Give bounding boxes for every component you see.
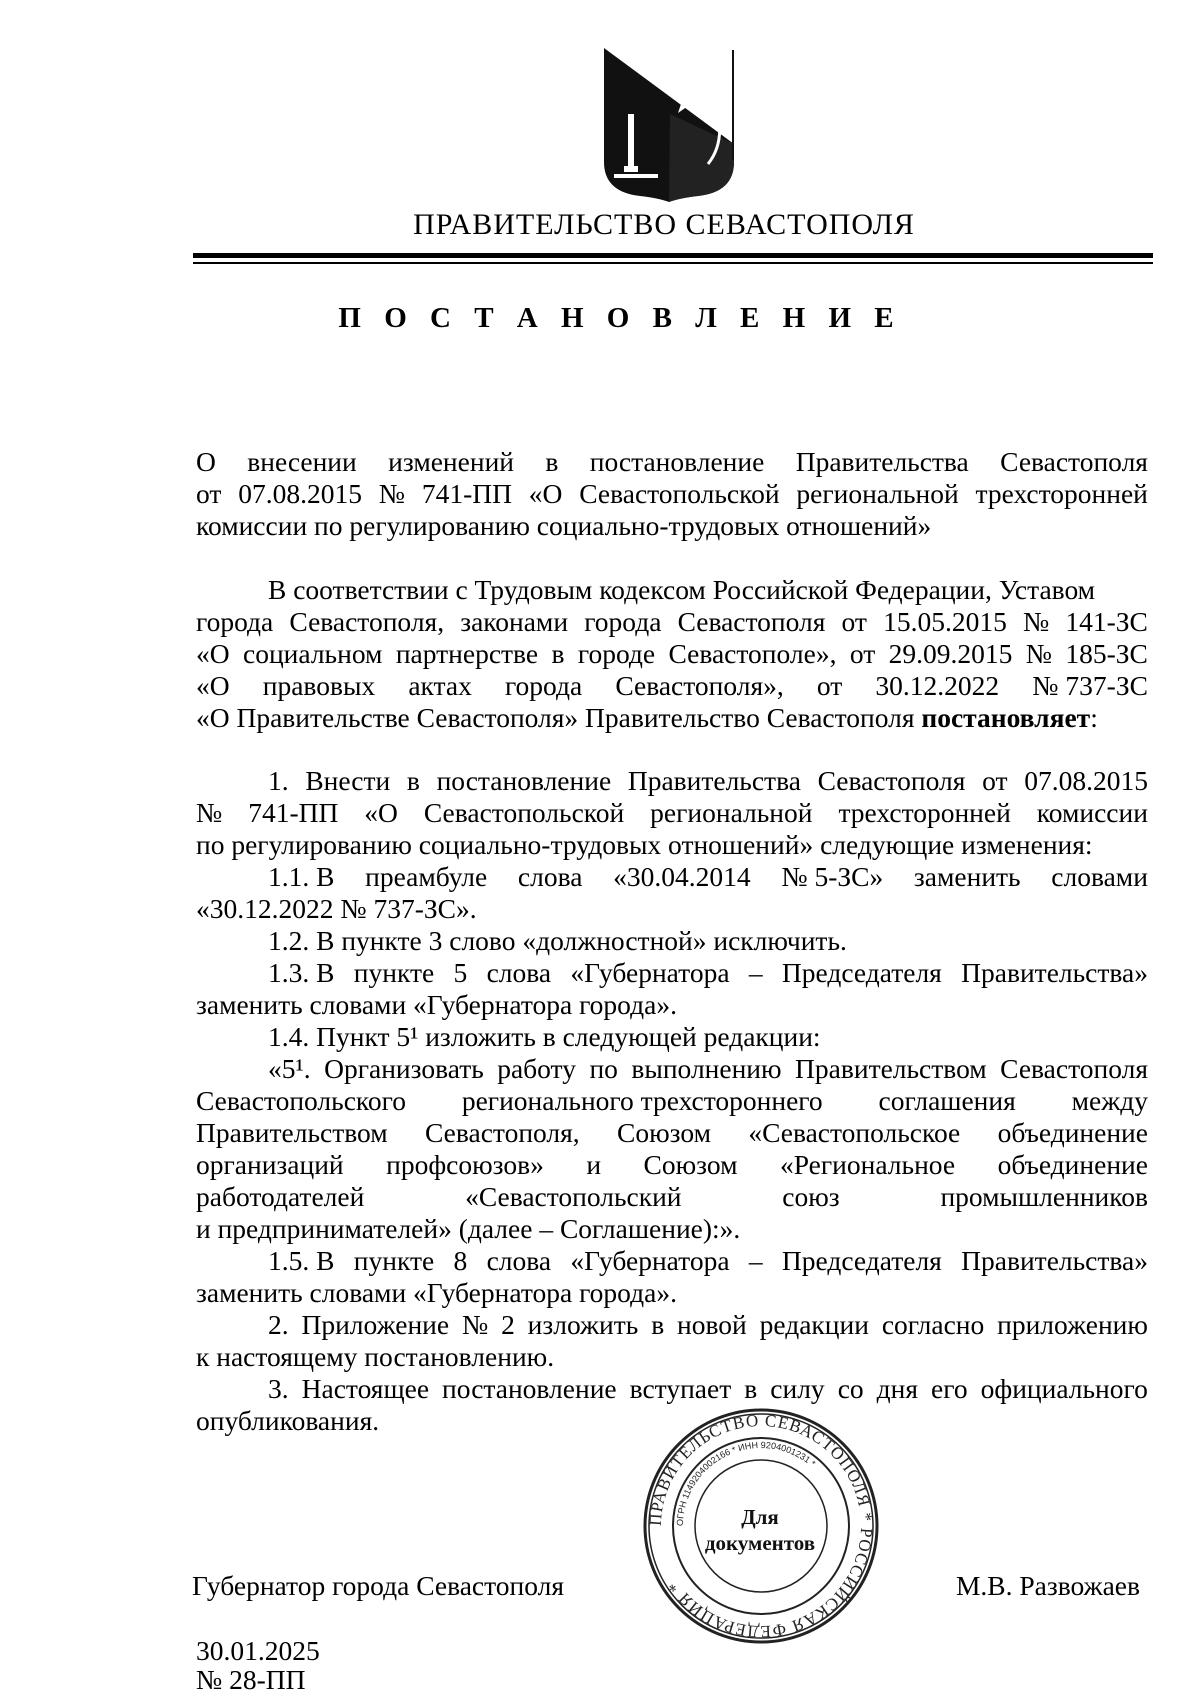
word: заменить — [913, 861, 1021, 892]
word: слова — [517, 861, 583, 892]
item-line — [196, 1053, 1148, 1085]
word: постановление — [442, 1373, 617, 1404]
item-line: и предпринимателей» (далее – Соглашение):». — [196, 1213, 741, 1244]
word: «5¹. — [268, 1053, 311, 1084]
word: работодателей — [196, 1181, 365, 1212]
word: социальном — [243, 638, 383, 669]
word: города — [504, 670, 583, 701]
item-line: к настоящему постановлению. — [196, 1341, 555, 1372]
word: Правительства — [795, 446, 969, 477]
word: законами — [460, 606, 569, 637]
word: «Севастопольское — [748, 1117, 961, 1148]
word: 5 — [453, 957, 468, 988]
word: Севастополя — [817, 765, 966, 796]
word: 29.09.2015 — [888, 638, 1013, 669]
word: силу — [770, 1373, 825, 1404]
word: постановление — [436, 765, 612, 796]
preamble — [196, 574, 1148, 734]
word: № 737-ЗС — [1032, 670, 1148, 701]
word: в — [744, 1373, 758, 1404]
item-line: опубликования. — [196, 1405, 380, 1436]
word: в — [406, 765, 420, 796]
word: Внести — [305, 765, 391, 796]
word: Правительством — [196, 1117, 388, 1148]
word: Севастопольской — [579, 478, 780, 509]
word: «Севастопольский — [465, 1181, 682, 1212]
word: редакции — [759, 1309, 869, 1340]
word: изложить — [527, 1309, 639, 1340]
word: Правительства» — [961, 1245, 1148, 1276]
word: – — [748, 957, 763, 988]
word: 3. — [268, 1373, 289, 1404]
word: внесении — [247, 446, 357, 477]
word: 1.5. В — [268, 1245, 335, 1276]
word: пункте — [353, 957, 435, 988]
word: официального — [980, 1373, 1148, 1404]
word: 185-ЗС — [1065, 638, 1148, 669]
seal-inner-text: ОГРН 1149204002166 * ИНН 9204001231 * — [674, 1439, 818, 1527]
word: словами — [1051, 861, 1148, 892]
subject-line-1 — [196, 446, 1148, 478]
word: Правительства — [627, 765, 801, 796]
word: регионального трехстороннего — [461, 1085, 823, 1116]
word: «О — [364, 797, 398, 828]
preamble-line — [196, 670, 1148, 702]
word: Севастополя — [677, 606, 826, 637]
preamble-colon: : — [1090, 702, 1098, 733]
document-number: № 28-ПП — [196, 1664, 306, 1695]
word: «Региональное — [780, 1149, 956, 1180]
word: правовых — [262, 670, 376, 701]
word: № — [196, 797, 223, 828]
seal-center-text — [700, 1504, 820, 1556]
word: дня — [876, 1373, 919, 1404]
signatory-title: Губернатор города Севастополя — [192, 1570, 564, 1601]
word: «О — [196, 670, 230, 701]
word: пункте — [353, 1245, 435, 1276]
word: региональной — [796, 478, 959, 509]
item-line — [196, 1117, 1148, 1149]
word: городе — [577, 638, 656, 669]
word: – — [748, 1245, 763, 1276]
decree-word: постановляет — [921, 702, 1091, 733]
word: Севастополя, — [289, 606, 445, 637]
word: работу — [497, 1053, 576, 1084]
word: партнерстве — [395, 638, 539, 669]
word: 741-ПП — [421, 478, 512, 509]
word: 1.1. В — [268, 861, 335, 892]
word: слова — [486, 1245, 552, 1276]
word: Настоящее — [301, 1373, 430, 1404]
word: изменений — [388, 446, 514, 477]
word: от — [982, 765, 1008, 796]
word: 07.08.2015 — [1024, 765, 1148, 796]
word: союз — [782, 1181, 840, 1212]
preamble-line: В соответствии с Трудовым кодексом Российской Федерации, Уставом — [268, 574, 1096, 605]
word: 2 — [501, 1309, 515, 1340]
item-line: «30.12.2022 № 737-ЗС». — [196, 893, 477, 924]
word: согласно — [881, 1309, 985, 1340]
word: Председателя — [781, 1245, 942, 1276]
word: 07.08.2015 — [238, 478, 362, 509]
item-line — [196, 957, 1148, 989]
word: 8 — [453, 1245, 468, 1276]
word: № 5-ЗС» — [781, 861, 884, 892]
word: организаций — [196, 1149, 344, 1180]
word: Севастополя — [1000, 1053, 1148, 1084]
word: Севастопольского — [196, 1085, 406, 1116]
word: 2. — [268, 1309, 289, 1340]
preamble-text: «О Правительстве Севастополя» Правительство Севастополя — [196, 702, 922, 733]
word: комиссии — [1036, 797, 1148, 828]
preamble-line — [196, 606, 1148, 638]
word: Союзом — [617, 1117, 711, 1148]
word: 30.12.2022 — [875, 670, 1000, 701]
word: № — [1022, 606, 1050, 637]
word: трехсторонней — [838, 797, 1011, 828]
word: Правительством — [795, 1053, 987, 1084]
word: выполнению — [631, 1053, 782, 1084]
word: вступает — [629, 1373, 732, 1404]
word: трехсторонней — [975, 478, 1148, 509]
word: объединение — [997, 1117, 1148, 1148]
word: 15.05.2015 — [883, 606, 1007, 637]
word: «О — [528, 478, 563, 509]
word: 1.3. В — [268, 957, 335, 988]
word: № — [378, 478, 406, 509]
preamble-line — [196, 638, 1148, 670]
sevastopol-coat-of-arms-icon — [600, 44, 738, 204]
word: со — [837, 1373, 864, 1404]
item-line — [196, 861, 1148, 893]
seal-center-line: документов — [704, 1531, 816, 1555]
organization-name: ПРАВИТЕЛЬСТВО СЕВАСТОПОЛЯ — [413, 208, 915, 241]
item-line: заменить словами «Губернатора города». — [196, 989, 677, 1020]
word: Правительства» — [961, 957, 1148, 988]
word: по — [589, 1053, 618, 1084]
word: его — [931, 1373, 968, 1404]
word: «Губернатора — [570, 1245, 730, 1276]
item-line: по регулированию социально-трудовых отношений» следующие изменения: — [196, 829, 1093, 860]
word: «30.04.2014 — [613, 861, 751, 892]
word: соглашения — [878, 1085, 1016, 1116]
seal-outer-text: ПРАВИТЕЛЬСТВО СЕВАСТОПОЛЯ * РОССИЙСКАЯ ФЕДЕРАЦИЯ * — [645, 1410, 877, 1642]
item-line — [196, 1149, 1148, 1181]
word: О — [196, 446, 216, 477]
word: актах — [408, 670, 472, 701]
word: города — [196, 606, 274, 637]
word: постановление — [589, 446, 765, 477]
item-line — [196, 1309, 1148, 1341]
word: слова — [486, 957, 552, 988]
word: между — [1071, 1085, 1148, 1116]
word: № — [1025, 638, 1052, 669]
item-line — [196, 1181, 1148, 1213]
word: в — [551, 638, 565, 669]
word: региональной — [650, 797, 813, 828]
word: преамбуле — [365, 861, 488, 892]
header-rule-thick — [193, 253, 1153, 258]
word: Организовать — [324, 1053, 484, 1084]
signature-block — [192, 1570, 1148, 1610]
word: Севастополя, — [425, 1117, 580, 1148]
signatory-name: М.В. Развожаев — [955, 1570, 1140, 1601]
word: 741-ПП — [248, 797, 339, 828]
subject-line-3: комиссии по регулированию социально-трудовых отношений» — [196, 510, 932, 541]
word: Председателя — [781, 957, 942, 988]
word: от — [196, 478, 222, 509]
word: промышленников — [940, 1181, 1148, 1212]
word: от — [841, 606, 867, 637]
word: и — [586, 1149, 602, 1180]
item-line: заменить словами «Губернатора города». — [196, 1277, 677, 1308]
item-line — [196, 1085, 1148, 1117]
word: «Губернатора — [570, 957, 730, 988]
word: Приложение — [301, 1309, 450, 1340]
word: в — [545, 446, 559, 477]
word: от — [849, 638, 876, 669]
word: Севастопольской — [423, 797, 625, 828]
word: 141-ЗС — [1065, 606, 1148, 637]
preamble-line — [196, 702, 1148, 734]
word: от — [816, 670, 843, 701]
word: объединение — [997, 1149, 1148, 1180]
document-subject — [196, 446, 1148, 542]
word: «О — [196, 638, 230, 669]
word: города — [584, 606, 662, 637]
word: Севастополя», — [615, 670, 784, 701]
word: профсоюзов» — [386, 1149, 544, 1180]
item-line — [196, 1373, 1148, 1405]
item-line: 1.2. В пункте 3 слово «должностной» исключить. — [268, 925, 847, 956]
seal-center-line: Для — [741, 1505, 779, 1529]
document-type: П О С Т А Н О В Л Е Н И Е — [338, 302, 902, 334]
header-rule-thin — [193, 262, 1153, 264]
document-date: 30.01.2025 — [196, 1635, 320, 1666]
item-line — [196, 765, 1148, 797]
word: Севастополе», — [668, 638, 837, 669]
item-line: 1.4. Пункт 5¹ изложить в следующей редакции: — [268, 1021, 821, 1052]
word: Севастополя — [1000, 446, 1148, 477]
item-line — [196, 1245, 1148, 1277]
word: новой — [677, 1309, 747, 1340]
word: в — [651, 1309, 665, 1340]
decree-items — [196, 765, 1148, 1437]
subject-line-2 — [196, 478, 1148, 510]
word: Союзом — [643, 1149, 738, 1180]
item-line — [196, 797, 1148, 829]
word: № — [461, 1309, 489, 1340]
word: 1. — [268, 765, 289, 796]
word: приложению — [997, 1309, 1148, 1340]
